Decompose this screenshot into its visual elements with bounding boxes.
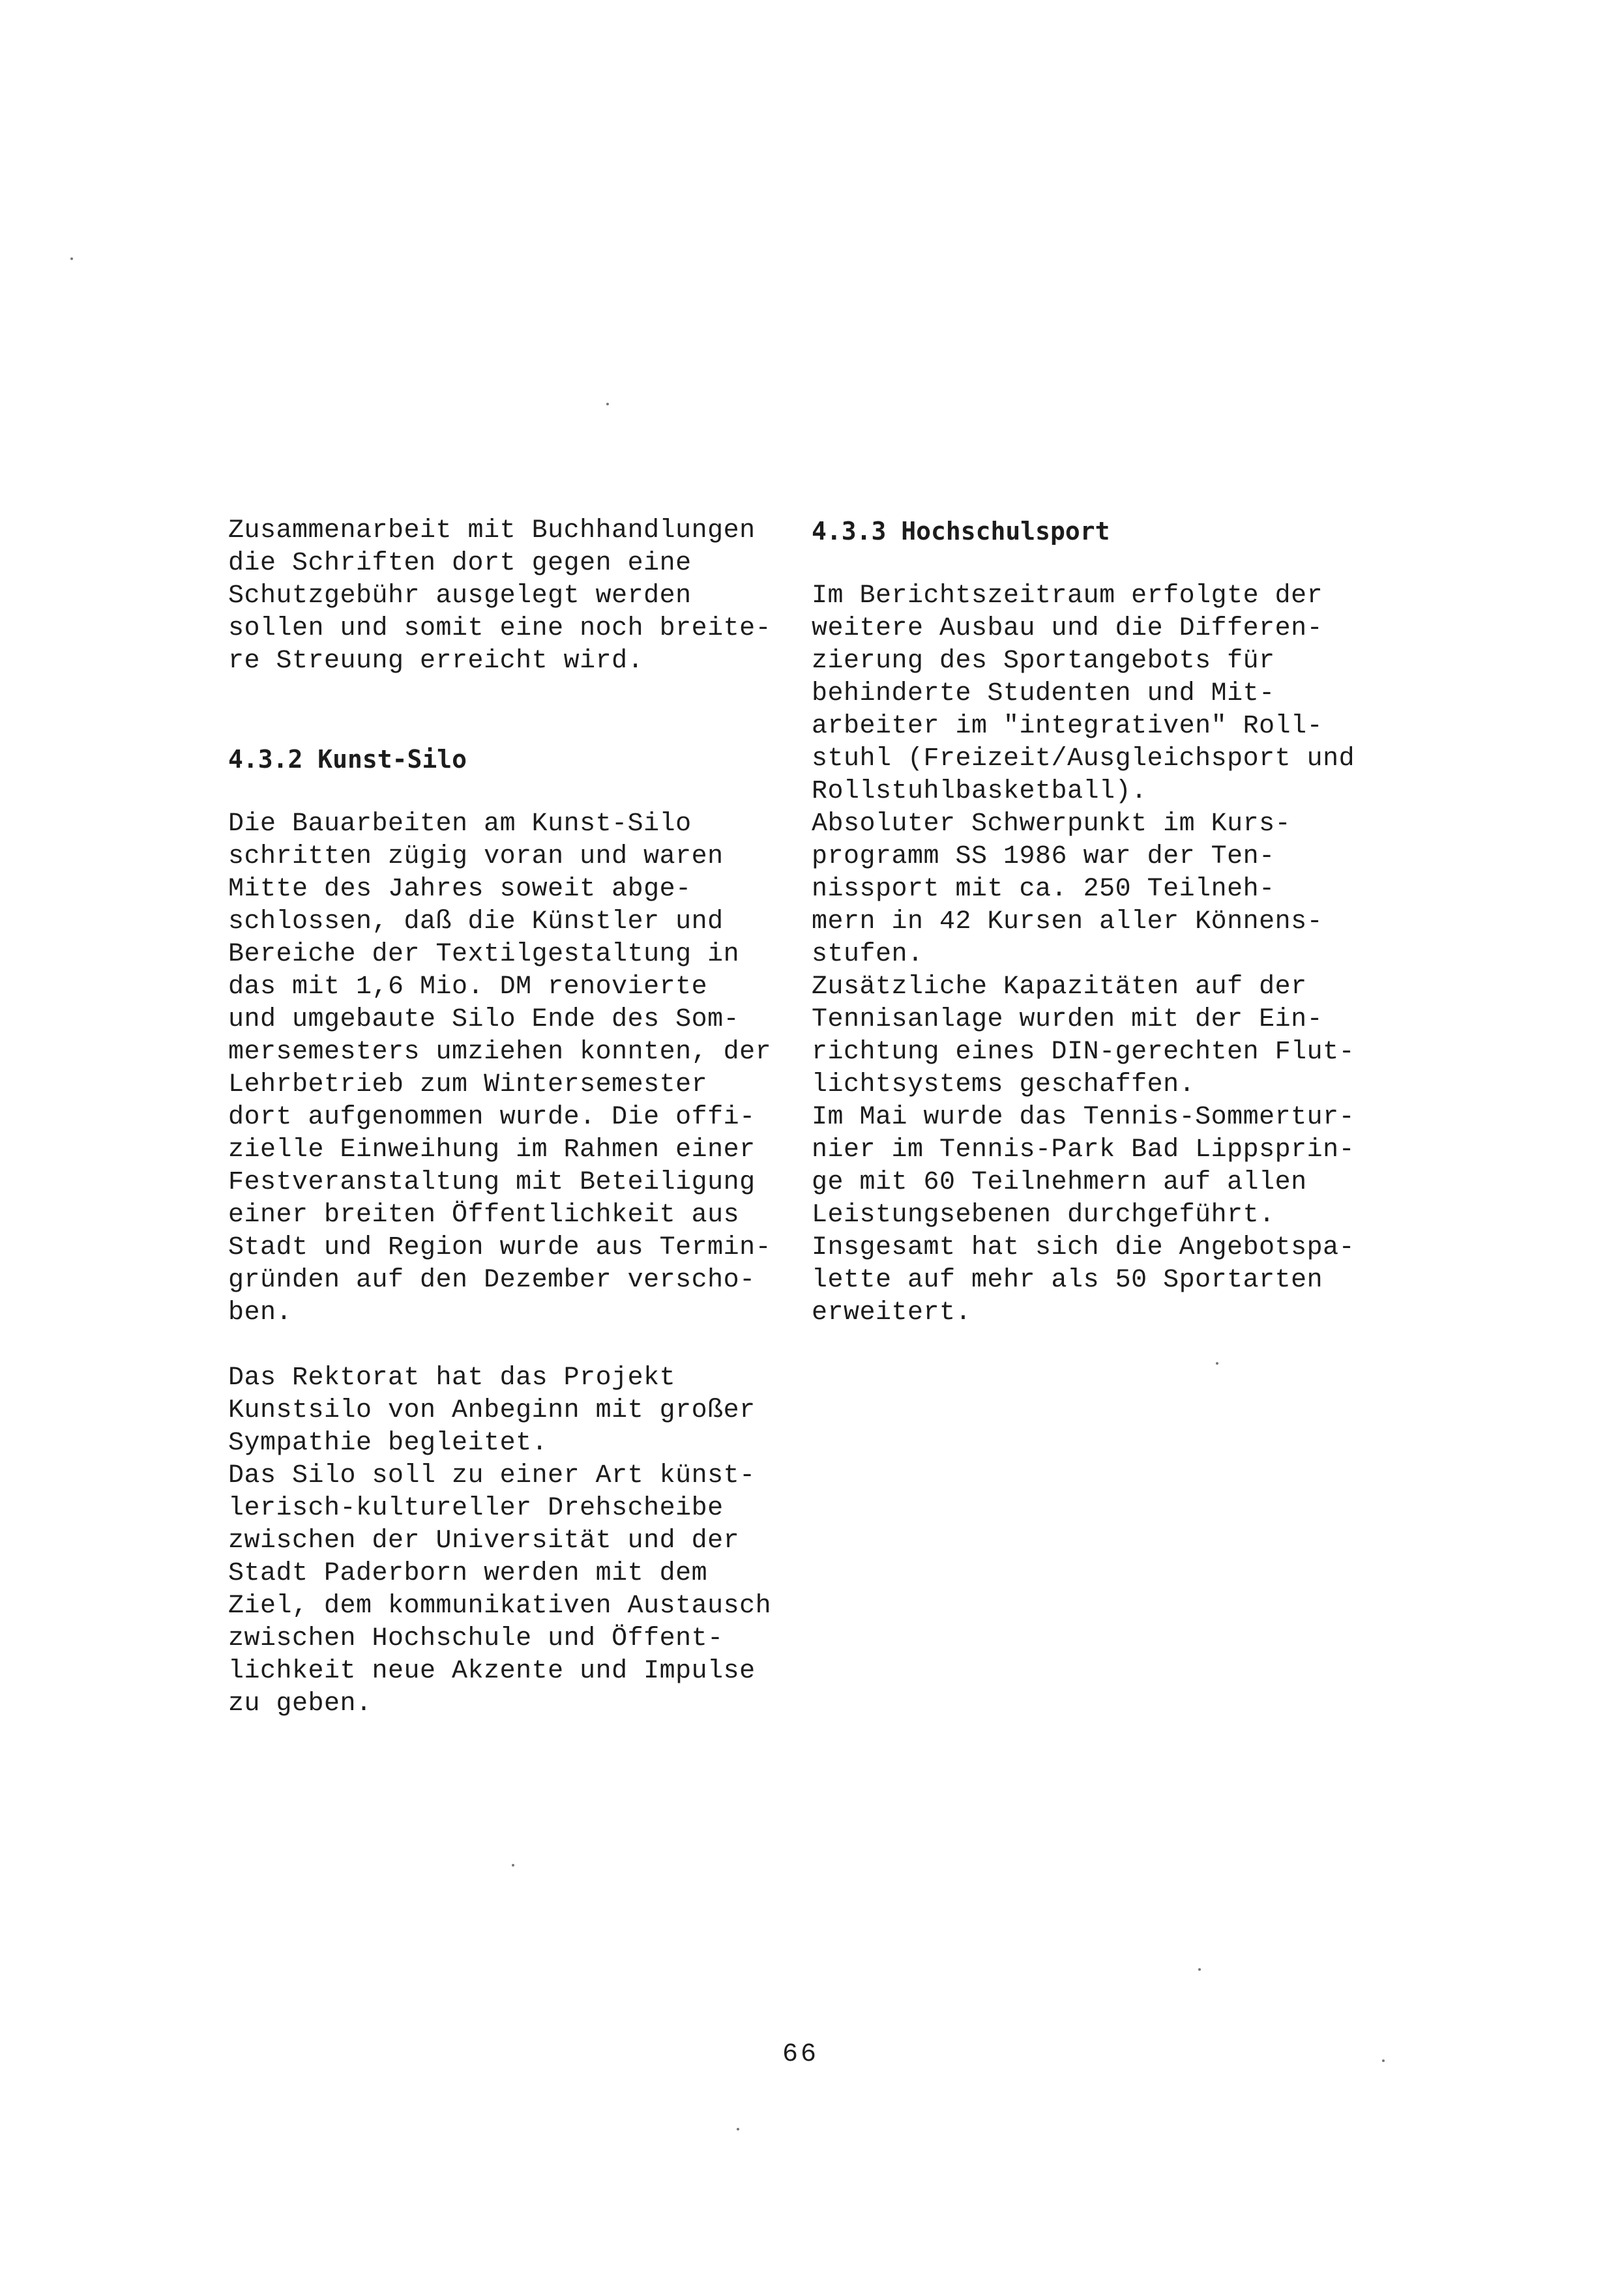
text-line: Kunstsilo von Anbeginn mit großer [228, 1396, 756, 1425]
spacer [228, 678, 828, 743]
text-line: mersemesters umziehen konnten, der [228, 1038, 772, 1067]
text-line: stuhl (Freizeit/Ausgleichsport und [812, 744, 1355, 774]
text-line: lichtsystems geschaffen. [812, 1070, 1196, 1099]
text-line: weitere Ausbau und die Differen- [812, 614, 1323, 643]
text-line: zwischen Hochschule und Öffent- [228, 1624, 724, 1653]
kunst-silo-paragraph-1 [228, 808, 828, 1330]
text-line: sollen und somit eine noch breite- [228, 614, 772, 643]
text-line: Rollstuhlbasketball). [812, 777, 1147, 806]
page-number: 66 [782, 2040, 819, 2069]
text-line: zierung des Sportangebots für [812, 647, 1275, 676]
text-line: lichkeit neue Akzente und Impulse [228, 1657, 756, 1686]
text-line: die Schriften dort gegen eine [228, 549, 692, 578]
text-line: Schutzgebühr ausgelegt werden [228, 581, 692, 611]
text-line: stufen. [812, 940, 924, 969]
text-line: re Streuung erreicht wird. [228, 647, 644, 676]
scan-speck [1198, 1968, 1201, 1971]
scan-speck [1216, 1362, 1218, 1365]
text-line: Bereiche der Textilgestaltung in [228, 940, 740, 969]
text-line: mern in 42 Kursen aller Könnens- [812, 907, 1323, 937]
text-line: Zusammenarbeit mit Buchhandlungen [228, 516, 756, 545]
text-line: lette auf mehr als 50 Sportarten [812, 1266, 1323, 1295]
text-line: schlossen, daß die Künstler und [228, 907, 724, 937]
text-line: Im Mai wurde das Tennis-Sommertur- [812, 1103, 1355, 1132]
text-line: Lehrbetrieb zum Wintersemester [228, 1070, 708, 1099]
text-line: das mit 1,6 Mio. DM renovierte [228, 972, 708, 1002]
text-line: und umgebaute Silo Ende des Som- [228, 1005, 740, 1034]
scan-speck [70, 257, 73, 260]
intro-paragraph [228, 515, 828, 678]
spacer [228, 1330, 828, 1362]
spacer [812, 547, 1411, 580]
text-line: Die Bauarbeiten am Kunst-Silo [228, 809, 692, 839]
text-line: ben. [228, 1298, 293, 1328]
text-line: Stadt Paderborn werden mit dem [228, 1559, 708, 1588]
text-line: schritten zügig voran und waren [228, 842, 724, 871]
left-column [228, 515, 828, 1721]
kunst-silo-paragraph-2 [228, 1362, 828, 1721]
text-line: einer breiten Öffentlichkeit aus [228, 1200, 740, 1230]
text-line: Insgesamt hat sich die Angebotspa- [812, 1233, 1355, 1262]
text-line: Das Silo soll zu einer Art künst- [228, 1461, 756, 1490]
text-line: Das Rektorat hat das Projekt [228, 1363, 676, 1393]
text-line: Zusätzliche Kapazitäten auf der [812, 972, 1307, 1002]
text-line: Festveranstaltung mit Beteiligung [228, 1168, 756, 1197]
text-line: ge mit 60 Teilnehmern auf allen [812, 1168, 1307, 1197]
text-line: richtung eines DIN-gerechten Flut- [812, 1038, 1355, 1067]
text-line: Stadt und Region wurde aus Termin- [228, 1233, 772, 1262]
text-line: zielle Einweihung im Rahmen einer [228, 1135, 756, 1165]
text-line: gründen auf den Dezember verscho- [228, 1266, 756, 1295]
text-line: erweitert. [812, 1298, 972, 1328]
text-line: Leistungsebenen durchgeführt. [812, 1200, 1275, 1230]
text-line: Sympathie begleitet. [228, 1429, 548, 1458]
text-line: Mitte des Jahres soweit abge- [228, 875, 692, 904]
spacer [228, 776, 828, 808]
scan-speck [606, 403, 609, 405]
scan-speck [512, 1864, 514, 1867]
text-line: programm SS 1986 war der Ten- [812, 842, 1275, 871]
text-line: nissport mit ca. 250 Teilneh- [812, 875, 1275, 904]
right-column [812, 515, 1411, 1330]
section-heading-kunst-silo: 4.3.2 Kunst-Silo [228, 745, 467, 774]
text-line: zu geben. [228, 1689, 372, 1719]
scan-speck [1382, 2059, 1385, 2062]
text-line: Ziel, dem kommunikativen Austausch [228, 1591, 772, 1621]
text-line: Tennisanlage wurden mit der Ein- [812, 1005, 1323, 1034]
text-line: dort aufgenommen wurde. Die offi- [228, 1103, 756, 1132]
text-line: arbeiter im "integrativen" Roll- [812, 712, 1323, 741]
text-line: Absoluter Schwerpunkt im Kurs- [812, 809, 1291, 839]
scan-speck [737, 2128, 739, 2130]
text-line: Im Berichtszeitraum erfolgte der [812, 581, 1323, 611]
text-line: zwischen der Universität und der [228, 1526, 740, 1556]
text-line: nier im Tennis-Park Bad Lippsprin- [812, 1135, 1355, 1165]
hochschulsport-paragraph [812, 580, 1411, 1330]
text-line: behinderte Studenten und Mit- [812, 679, 1275, 708]
section-heading-hochschulsport: 4.3.3 Hochschulsport [812, 517, 1110, 545]
text-line: lerisch-kultureller Drehscheibe [228, 1494, 724, 1523]
